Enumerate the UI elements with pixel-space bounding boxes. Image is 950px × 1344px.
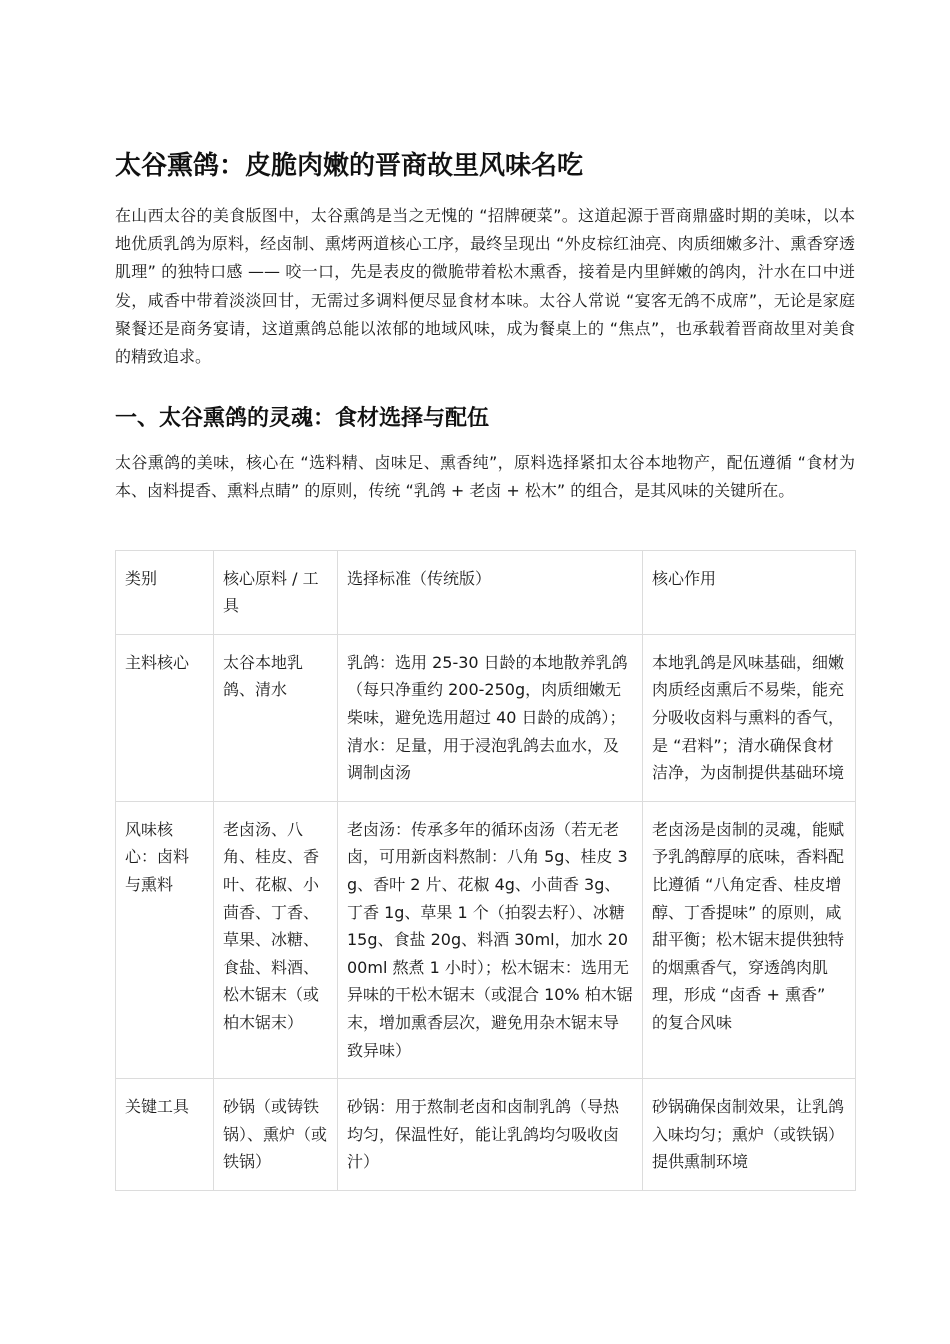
- table-cell-role: 砂锅确保卤制效果，让乳鸽入味均匀；熏炉（或铁锅）提供熏制环境: [643, 1079, 856, 1191]
- table-row: [116, 801, 856, 1078]
- table-row: [116, 1079, 856, 1191]
- table-cell-role: 本地乳鸽是风味基础，细嫩肉质经卤熏后不易柴，能充分吸收卤料与熏料的香气，是 “君料”；清水确保食材洁净，为卤制提供基础环境: [643, 634, 856, 801]
- table-cell-standard: 乳鸽：选用 25-30 日龄的本地散养乳鸽（每只净重约 200-250g，肉质细嫩无柴味，避免选用超过 40 日龄的成鸽）；清水：足量，用于浸泡乳鸽去血水，及调制卤汤: [338, 634, 643, 801]
- page-bottom-margin: [0, 1221, 950, 1344]
- table-header-cell: 核心原料 / 工具: [214, 550, 338, 634]
- section-heading: 一、太谷熏鸽的灵魂：食材选择与配伍: [115, 406, 490, 432]
- table-cell-material: 老卤汤、八角、桂皮、香叶、花椒、小茴香、丁香、草果、冰糖、食盐、料酒、松木锯末（或柏木锯末）: [214, 801, 338, 1078]
- table-cell-standard: 砂锅：用于熬制老卤和卤制乳鸽（导热均匀，保温性好，能让乳鸽均匀吸收卤汁）: [338, 1079, 643, 1191]
- table-cell-category: 关键工具: [116, 1079, 214, 1191]
- section-paragraph: 太谷熏鸽的美味，核心在 “选料精、卤味足、熏香纯”，原料选择紧扣太谷本地物产，配伍遵循 “食材为本、卤料提香、熏料点睛” 的原则，传统 “乳鸽 + 老卤 + 松木” 的组合，是其风味的关键所在。: [115, 453, 855, 501]
- table-cell-category: 主料核心: [116, 634, 214, 801]
- table-header-cell: 核心作用: [643, 550, 856, 634]
- table-cell-role: 老卤汤是卤制的灵魂，能赋予乳鸽醇厚的底味，香料配比遵循 “八角定香、桂皮增醇、丁香提味” 的原则，咸甜平衡；松木锯末提供独特的烟熏香气，穿透鸽肉肌理，形成 “卤香 + 熏香” 的复合风味: [643, 801, 856, 1078]
- page-title: 太谷熏鸽：皮脆肉嫩的晋商故里风味名吃: [115, 151, 584, 181]
- table-cell-material: 砂锅（或铸铁锅）、熏炉（或铁锅）: [214, 1079, 338, 1191]
- intro-paragraph: 在山西太谷的美食版图中，太谷熏鸽是当之无愧的 “招牌硬菜”。这道起源于晋商鼎盛时期的美味，以本地优质乳鸽为原料，经卤制、熏烤两道核心工序，最终呈现出 “外皮棕红油亮、肉质细嫩多汁、熏香穿透肌理” 的独特口感 —— 咬一口，先是表皮的微脆带着松木熏香，接着是内里鲜嫩的鸽肉，汁水在口中迸发，咸香中带着淡淡回甘，无需过多调料便尽显食材本味。太谷人常说 “宴客无鸽不成席”，无论是家庭聚餐还是商务宴请，这道熏鸽总能以浓郁的地域风味，成为餐桌上的 “焦点”，也承载着晋商故里对美食的精致追求。: [115, 206, 855, 367]
- table-header-row: [116, 550, 856, 634]
- table-cell-category: 风味核心：卤料与熏料: [116, 801, 214, 1078]
- table-row: [116, 634, 856, 801]
- ingredients-table: [115, 550, 856, 1191]
- table-cell-standard: 老卤汤：传承多年的循环卤汤（若无老卤，可用新卤料熬制：八角 5g、桂皮 3g、香叶 2 片、花椒 4g、小茴香 3g、丁香 1g、草果 1 个（拍裂去籽）、冰糖 15g、食盐 20g、料酒 30ml，加水 2000ml 熬煮 1 小时）；松木锯末：选用无异味的干松木锯末（或混合 10% 柏木锯末，增加熏香层次，避免用杂木锯末导致异味）: [338, 801, 643, 1078]
- table-cell-material: 太谷本地乳鸽、清水: [214, 634, 338, 801]
- table-header-cell: 类别: [116, 550, 214, 634]
- document-page: [115, 140, 855, 1191]
- table-header-cell: 选择标准（传统版）: [338, 550, 643, 634]
